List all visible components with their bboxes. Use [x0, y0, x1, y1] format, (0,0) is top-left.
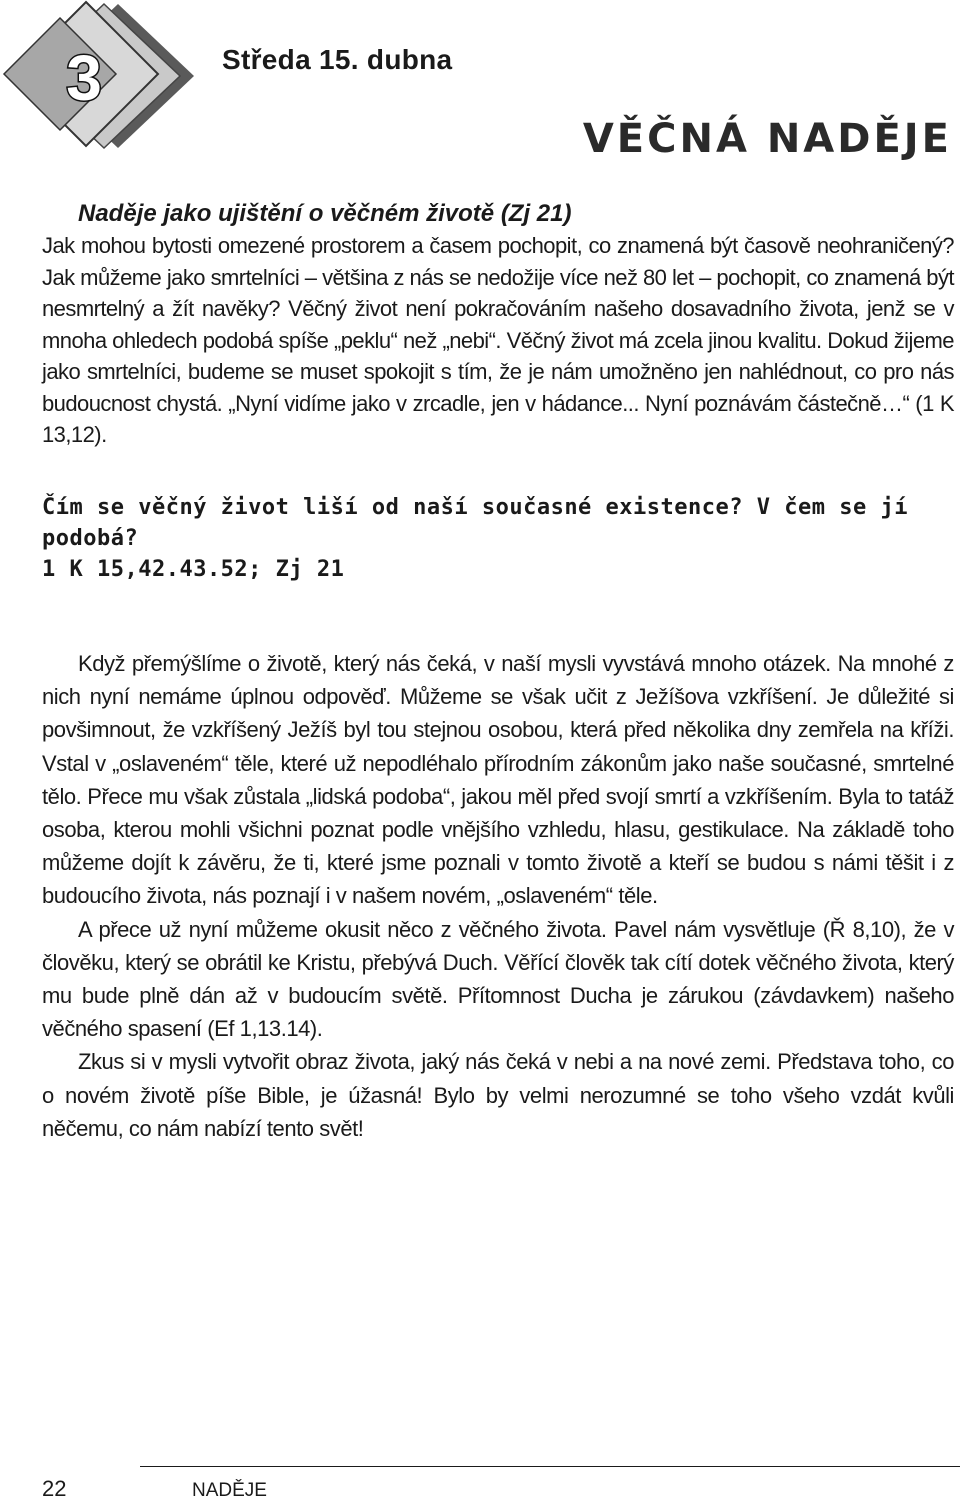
footer-divider [140, 1466, 960, 1467]
body-paragraph: A přece už nyní můžeme okusit něco z věčného života. Pavel nám vysvětluje (Ř 8,10), že v člověku, který se obrátil ke Kristu, přebývá Duch. Věřící člověk tak cítí dotek věčného života, který mu bude plně dán až v budoucím světě. Přítomnost Ducha je zárukou (závdavkem) našeho věčného spasení (Ef 1,13.14). [42, 916, 954, 1042]
section-subtitle: Naděje jako ujištění o věčném životě (Zj 21) [78, 200, 572, 227]
magazine-name: NADĚJE [192, 1480, 267, 1501]
body-paragraph: Když přemýšlíme o životě, který nás čeká, v naší mysli vyvstává mnoho otázek. Na mnohé z nich nyní nemáme úplnou odpověď. Můžeme se však učit z Ježíšova vzkříšení. Je důležité si povšimnout, že vzkříšený Ježíš byl tou stejnou osobou, která před několika dny zemřela na kříži. Vstal v „oslaveném“ těle, které už nepodléhalo přírodním zákonům jako naše současné, smrtelné tělo. Přece mu však zůstala „lidská podoba“, jakou měl před svojí smrtí a vzkříšením. Byla to tatáž osoba, kterou mohli všichni poznat podle vnějšího vzhledu, hlasu, gestikulace. Na základě toho můžeme dojít k závěru, že ti, které jsme poznali v tomto životě a kteří se budou s námi těšit i z budoucího života, nás poznají i v našem novém, „oslaveném“ těle. [42, 651, 954, 909]
study-question-references: 1 K 15,42.43.52; Zj 21 [42, 557, 345, 582]
lesson-number-badge [0, 0, 200, 150]
section-intro-text: Jak mohou bytosti omezené prostorem a časem pochopit, co znamená být časově neohraničený? Jak můžeme jako smrtelníci – většina z nás se nedožije více než 80 let – pochopit, co znamená být nesmrtelný a žít navěky? Věčný život není pokračováním našeho dosavadního života, jenž se v mnoha ohledech podobá spíše „peklu“ než „nebi“. Věčný život má zcela jinou kvalitu. Dokud žijeme jako smrtelníci, budeme se muset spokojit s tím, že je nám umožněno jen nahlédnout, co pro nás budoucnost chystá. „Nyní vidíme jako v zrcadle, jen v hádance... Nyní poznávám částečně…“ (1 K 13,12). [42, 233, 954, 447]
page-number: 22 [42, 1476, 67, 1501]
body-paragraph: Zkus si v mysli vytvořit obraz života, jaký nás čeká v nebi a na nové zemi. Představa toho, co o novém životě píše Bible, je úžasná! Bylo by velmi nerozumné se toho všeho vzdát kvůli něčemu, co nám nabízí tento svět! [42, 1049, 954, 1141]
lesson-date: Středa 15. dubna [222, 44, 453, 75]
lesson-number: 3 [66, 42, 102, 114]
lesson-title: VĚČNÁ NADĚJE [582, 116, 952, 162]
study-question-text: Čím se věčný život liší od naší současné existence? V čem se jí podobá? [42, 495, 908, 551]
study-question [42, 492, 954, 585]
section-reflection [42, 647, 954, 1145]
section-hope-assurance [42, 198, 954, 451]
